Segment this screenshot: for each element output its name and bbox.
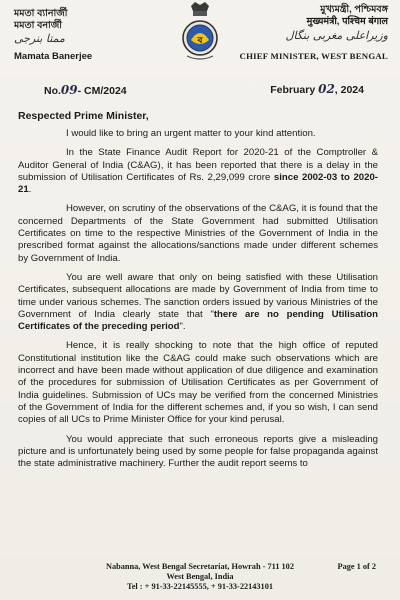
date-day: 02 [318,82,335,96]
paragraph-3: However, on scrutiny of the observations of the C&AG, it is found that the concerned Departments of the State Government had submitted Utilisation Certificates on time to the respective Ministries of the Government of India in the prescribed format against the allocations/sanctions made under different schemes by Government of India. [18,203,378,264]
salutation: Respected Prime Minister, [18,110,149,122]
paragraph-1: I would like to bring an urgent matter to your kind attention. [66,128,316,139]
designation-bengali: মুখ্যমন্ত্রী, পশ্চিমবঙ্গ [320,4,388,15]
paragraph-2-text: In the State Finance Audit Report for 2020-21 of the Comptroller & Auditor General of India (C&AG), it has been reported that there is a delay in the submission of Utilisation Certificates of Rs. 2,29,099 crore [18,147,378,183]
state-emblem-icon [179,2,221,66]
letter-body [18,128,378,477]
sender-name-bengali-alt: মমতা বনার্জী [14,20,63,31]
ref-prefix: No. [44,85,61,97]
paragraph-2-end: . [28,184,32,196]
paragraph-2-emphasis: since 2002-03 to 2020-21 [18,171,378,196]
ref-suffix: - CM/2024 [77,85,127,97]
reference-number [44,83,127,97]
footer-phone: Tel : + 91-33-22145555, + 91-33-22143101 [126,582,274,591]
sender-block [14,8,92,63]
paragraph-4-text: You are well aware that only on being satisfied with these Utilisation Certificates, subsequent allocations are made by Government of India from time to time under various schemes. The sanction orders issued by various Ministries of the Government of India clearly state that " [18,271,378,320]
sender-name-bengali: মমতা ব্যানার্জী [14,8,68,19]
paragraph-6: You would appreciate that such erroneous reports give a misleading picture and is unfortunately being used by some people for false propaganda against the state administrative machinery. Further the audit report seems to [18,433,378,470]
designation-title: CHIEF MINISTER, WEST BENGAL [239,51,388,61]
designation-block [240,4,388,62]
date-month: February [270,84,316,96]
letter-date [270,82,364,96]
paragraph-4 [18,272,378,333]
sender-name-urdu: ممتا بنرجی [14,32,65,45]
footer-address-line-1: Nabanna, West Bengal Secretariat, Howrah - 711 102 [106,562,294,571]
ref-number: 09 [60,83,78,97]
designation-hindi: मुख्यमंत्री, पश्चिम बंगाल [306,16,388,27]
footer-address-line-2: West Bengal, India [166,572,234,581]
designation-urdu: وزیراعلی مغربی بنگال [285,29,388,42]
paragraph-4-end: ". [179,321,186,333]
paragraph-2 [18,147,378,196]
paragraph-5: Hence, it is really shocking to note that the high office of reputed Constitutional institution like the C&AG could make such observations which are incorrect and have been made without application of due diligence and examination of the procedures for submission of Utilisation Certificates as per Government of India guidelines. Submission of UCs may be verified from the concerned Ministries of the Government of India for the different schemes and, if you so wish, I can send copies of all UCs to Prime Minister Office for your kind perusal. [18,340,378,426]
date-year: , 2024 [334,84,364,96]
page-number: Page 1 of 2 [337,562,376,571]
svg-text:ব: ব [197,36,203,46]
sender-name: Mamata Banerjee [14,51,93,62]
paragraph-4-emphasis: there are no pending Utilisation Certificates of the preceding period [18,308,379,333]
